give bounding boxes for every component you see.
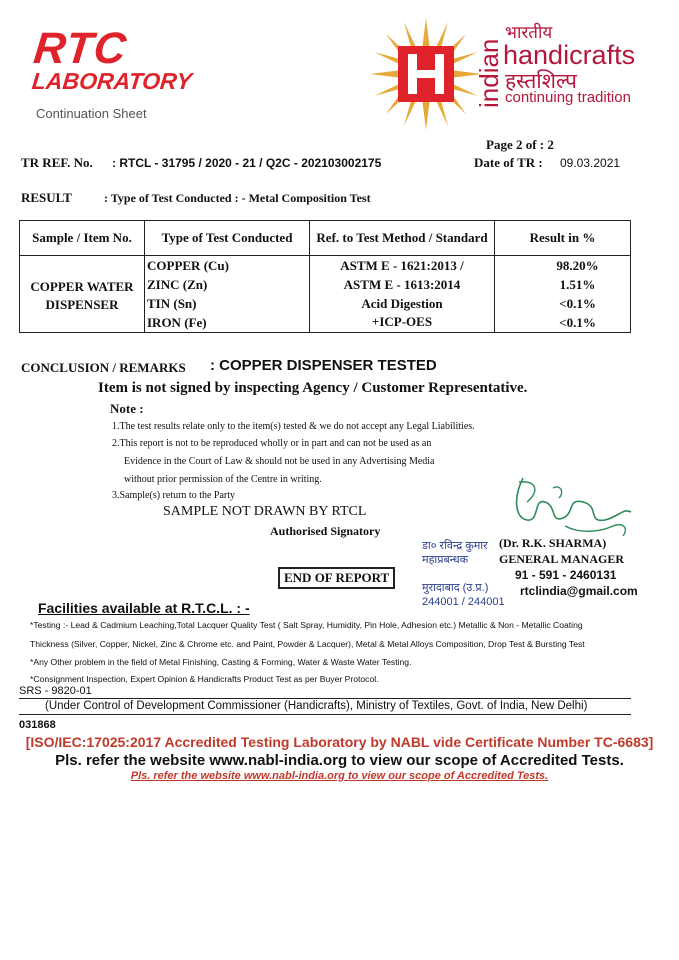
note-3: 3.Sample(s) return to the Party <box>112 490 236 501</box>
result-zinc: 1.51% <box>559 277 596 292</box>
signature-icon <box>505 468 640 546</box>
control-statement: (Under Control of Development Commissioner (Handicrafts), Ministry of Textiles, Govt. of India, New Delhi) <box>45 700 588 712</box>
note-1: 1.The test results relate only to the item(s) tested & we do not accept any Legal Liabilities. <box>112 421 475 432</box>
note-2: 2.This report is not to be reproduced wholly or in part and can not be used as an <box>112 438 432 449</box>
nabl-website-notice: Pls. refer the website www.nabl-india.org to view our scope of Accredited Tests. <box>55 752 624 769</box>
handicrafts-hindi-label: हस्तशिल्प <box>505 70 577 93</box>
col-header-sample: Sample / Item No. <box>20 221 145 256</box>
facility-line-3: *Any Other problem in the field of Metal Finishing, Casting & Forming, Water & Waste Water Testing. <box>30 657 412 667</box>
note-2-cont: Evidence in the Court of Law & should not be used in any Advertising Media <box>124 456 435 467</box>
srs-code: SRS - 9820-01 <box>19 685 92 697</box>
method-line-3: Acid Digestion <box>361 296 443 311</box>
results-table <box>19 220 631 333</box>
test-type-text: : Type of Test Conducted : - Metal Composition Test <box>104 191 371 205</box>
col-header-method: Ref. to Test Method / Standard <box>310 221 495 256</box>
test-iron: IRON (Fe) <box>147 315 207 330</box>
authorised-signatory: Authorised Signatory <box>270 524 381 538</box>
col-header-result: Result in % <box>495 221 631 256</box>
sample-cell <box>20 256 145 333</box>
signatory-name: (Dr. R.K. SHARMA) <box>499 536 607 550</box>
result-iron: <0.1% <box>559 315 596 330</box>
note-2-cont2: without prior permission of the Centre in writing. <box>124 474 322 485</box>
method-cell <box>310 256 495 333</box>
test-tin: TIN (Sn) <box>147 296 197 311</box>
handicrafts-label: handicrafts <box>503 40 636 70</box>
sample-name-line1: COPPER WATER <box>30 279 134 294</box>
rtc-laboratory-logo <box>24 24 194 124</box>
continuation-sheet-label: Continuation Sheet <box>36 106 147 121</box>
result-copper: 98.20% <box>556 258 599 273</box>
signatory-title: GENERAL MANAGER <box>499 552 625 566</box>
signatory-email: rtclindia@gmail.com <box>520 584 638 598</box>
note-label: Note : <box>110 401 144 416</box>
sample-name-line2: DISPENSER <box>45 297 119 312</box>
test-copper: COPPER (Cu) <box>147 258 229 273</box>
tr-ref-value: : RTCL - 31795 / 2020 - 21 / Q2C - 202103002175 <box>112 156 382 170</box>
test-zinc: ZINC (Zn) <box>147 277 208 292</box>
method-line-2: ASTM E - 1613:2014 <box>343 277 461 292</box>
rtc-logo-text: RTC <box>31 24 130 73</box>
date-of-tr-label: Date of TR : <box>474 155 543 170</box>
conclusion-value: : COPPER DISPENSER TESTED <box>210 357 437 374</box>
handicrafts-tagline: continuing tradition <box>505 89 631 106</box>
nabl-accreditation: [ISO/IEC:17025:2017 Accredited Testing Laboratory by NABL vide Certificate Number TC-6683] <box>25 734 654 750</box>
page-number: Page 2 of : 2 <box>486 137 554 152</box>
end-of-report-box: END OF REPORT <box>278 567 395 589</box>
facility-line-1: *Testing :- Lead & Cadmium Leaching,Total Lacquer Quality Test ( Salt Spray, Humidity, Pin Hole, Adhesion etc.) Metallic & Non - Metallic Coating <box>30 620 583 630</box>
result-label: RESULT <box>21 190 72 205</box>
rtc-logo-laboratory: LABORATORY <box>30 68 194 94</box>
method-line-4: +ICP-OES <box>371 314 433 329</box>
test-type-cell <box>145 256 310 333</box>
table-row <box>20 256 631 333</box>
facilities-title: Facilities available at R.T.C.L. : - <box>38 600 250 616</box>
result-cell <box>495 256 631 333</box>
col-header-test-type: Type of Test Conducted <box>145 221 310 256</box>
facility-line-2: Thickness (Silver, Copper, Nickel, Zinc & Chrome etc. and Paint, Powder & Lacquer), Metal & Metal Alloys Composition, Drop Test & Bursting Test <box>30 639 585 649</box>
stamp-hindi-city: मुरादाबाद (उ.प्र.) <box>422 582 489 594</box>
footer-code: 031868 <box>19 719 56 731</box>
stamp-hindi-title: महाप्रबन्धक <box>422 554 469 566</box>
facility-line-4: *Consignment Inspection, Expert Opinion & Handicrafts Product Test as per Buyer Protocol. <box>30 674 379 684</box>
table-header-row <box>20 221 631 256</box>
method-line-1: ASTM E - 1621:2013 / <box>340 258 464 273</box>
divider-top <box>19 698 631 699</box>
divider-bottom <box>19 714 631 715</box>
signatory-phone: 91 - 591 - 2460131 <box>515 568 617 582</box>
conclusion-label: CONCLUSION / REMARKS <box>21 360 186 375</box>
stamp-hindi-name: डा० रविन्द्र कुमार <box>422 540 488 552</box>
sample-not-drawn: SAMPLE NOT DRAWN BY RTCL <box>163 504 367 519</box>
handicrafts-bharatiya-label: भारतीय <box>505 23 553 42</box>
handicrafts-indian-label: indian <box>474 38 504 108</box>
nabl-website-link[interactable]: Pls. refer the website www.nabl-india.org to view our scope of Accredited Tests. <box>130 770 549 782</box>
date-of-tr-value: 09.03.2021 <box>560 156 621 170</box>
stamp-pin: 244001 / 244001 <box>422 596 505 608</box>
handicrafts-emblem-icon <box>370 18 482 130</box>
result-tin: <0.1% <box>559 296 596 311</box>
tr-ref-label: TR REF. No. <box>21 155 93 170</box>
not-signed-statement: Item is not signed by inspecting Agency / Customer Representative. <box>98 380 528 396</box>
